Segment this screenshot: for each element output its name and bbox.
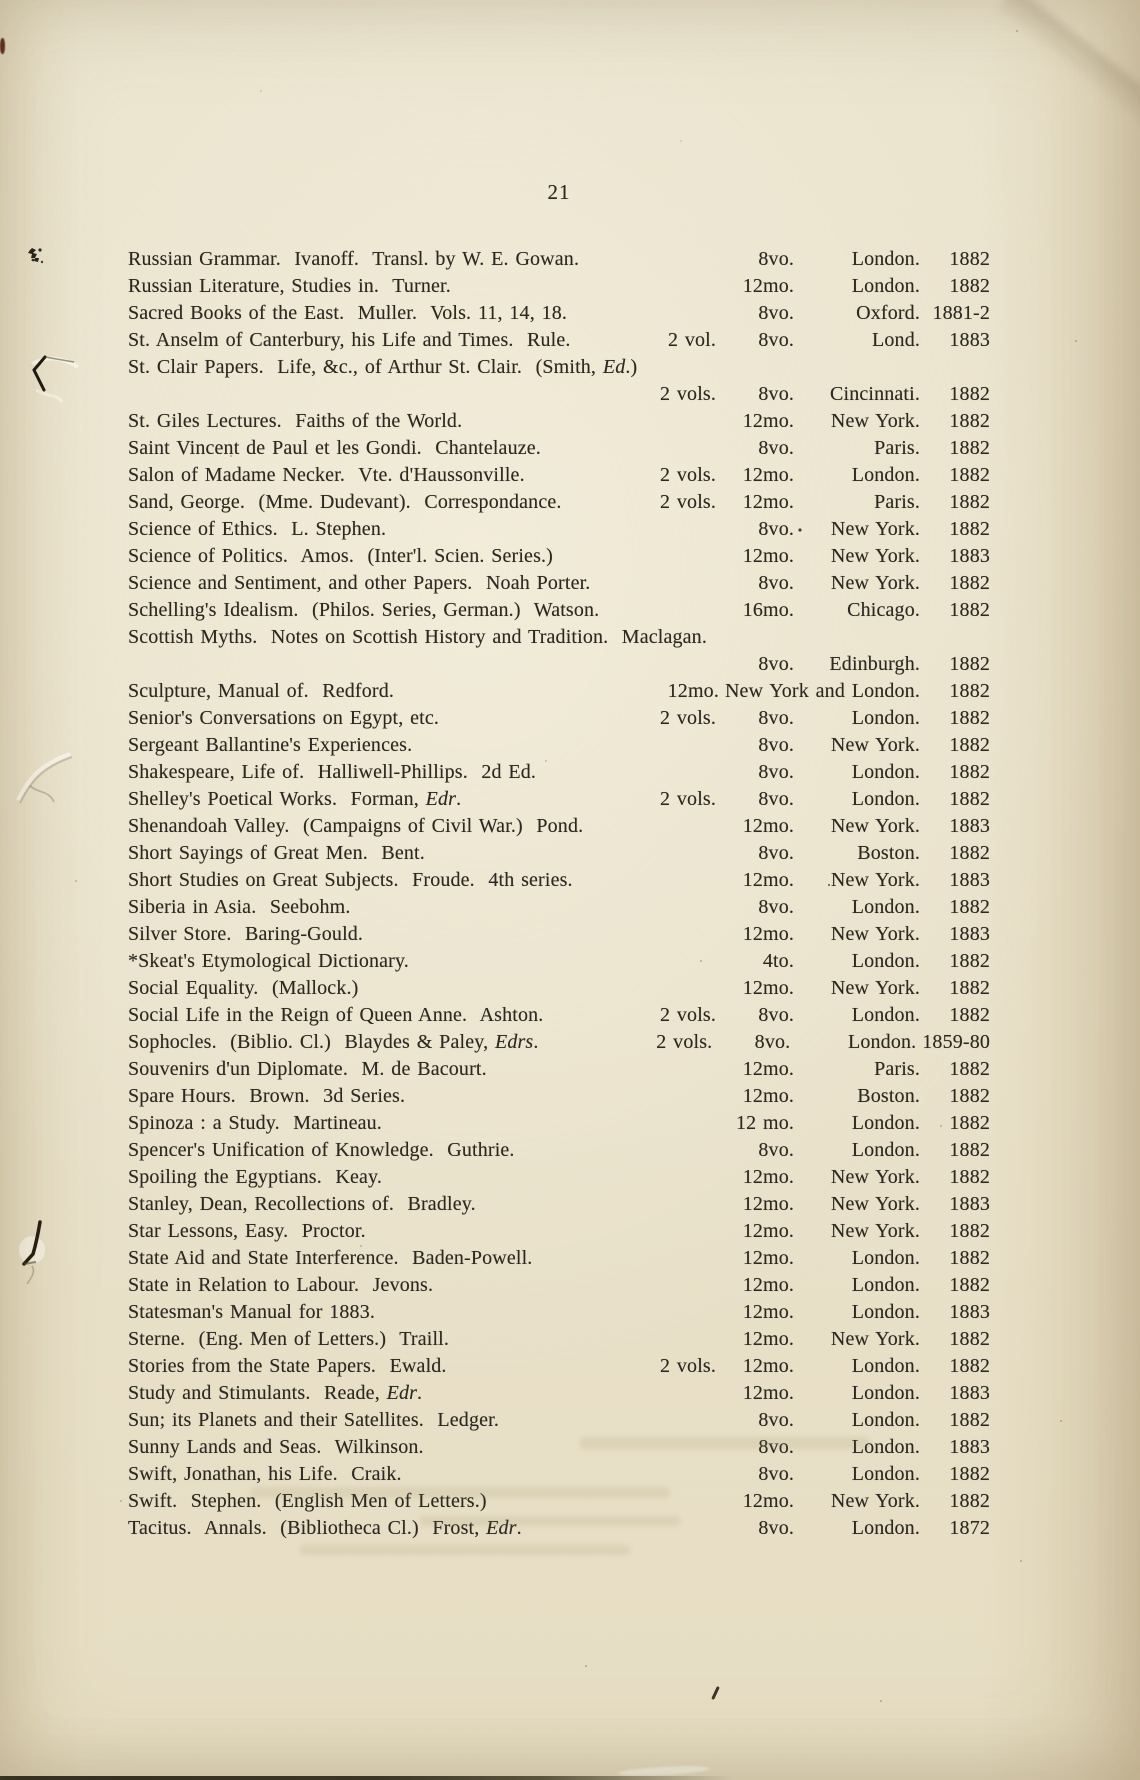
entry-year: 1882 [949,599,990,621]
entry-city: New York. [830,734,920,756]
entry-title: Short Studies on Great Subjects. Froude. 4th series. [128,869,573,891]
entry-city: New York. [830,977,920,999]
entry-city: Paris. [874,491,920,513]
entry-vols: 2 vols. [660,1355,716,1377]
entry-vols: 2 vols. [656,1031,713,1053]
entry-year: 1882 [949,491,990,513]
ink-blot-mark [26,245,50,267]
entry-city: New York. [830,1328,920,1350]
entry-year: 1882 [949,464,990,486]
entry-format: 16mo. [742,599,794,621]
entry-title: Swift, Jonathan, his Life. Craik. [128,1463,402,1485]
catalog-entry [128,1515,990,1542]
entry-city: London. [851,1517,920,1539]
entry-format: 12mo. [742,1247,794,1269]
corner-fold-shadow [993,0,1140,136]
entry-year: 1881-2 [932,302,990,324]
entry-format: 8vo. [758,734,794,756]
entry-title: Social Life in the Reign of Queen Anne. Ashton. [128,1004,544,1026]
catalog-entry [128,786,990,813]
catalog-entry [128,1272,990,1299]
entry-format: 12mo. [742,1490,794,1512]
entry-format: 8vo. [758,842,794,864]
entry-format: 8vo. [758,653,794,675]
entry-city: London. [851,1436,920,1458]
entry-city: New York. [830,1166,920,1188]
entry-title: Sculpture, Manual of. Redford. [128,680,394,702]
entry-year: 1872 [949,1517,990,1539]
entry-city: New York. [830,923,920,945]
entry-title: Tacitus. Annals. (Bibliotheca Cl.) Frost, Edr. [128,1517,522,1539]
entry-title: Siberia in Asia. Seebohm. [128,896,351,918]
entry-format: 12mo. [742,491,794,513]
entry-city: New York. [830,1220,920,1242]
catalog-entry [128,1164,990,1191]
entry-city: London. [851,1301,920,1323]
entry-title: Sterne. (Eng. Men of Letters.) Traill. [128,1328,450,1350]
entry-city: New York. [830,1193,920,1215]
slash-pen-mark [711,1686,720,1700]
entry-title: State in Relation to Labour. Jevons. [128,1274,434,1296]
catalog-entry [128,705,990,732]
entry-title: Spoiling the Egyptians. Keay. [128,1166,383,1188]
entry-year: 1882 [949,1220,990,1242]
catalog-entry [128,1461,990,1488]
catalog-entry [128,1029,990,1056]
entry-format: 8vo. [758,707,794,729]
entry-year: 1882 [949,1328,990,1350]
catalog-entry [128,381,990,408]
entry-city: London. [851,1247,920,1269]
entry-format: 8vo. [758,1436,794,1458]
entry-city: London. [848,1031,917,1053]
entry-format: 12mo. [742,923,794,945]
entry-format: 12mo. [742,1301,794,1323]
entry-year: 1859-80 [922,1031,990,1053]
entry-city: London. [851,1112,920,1134]
edge-stain [0,38,5,54]
catalog-entry [128,516,990,543]
entry-city: New York. [830,545,920,567]
catalog-entry [128,1245,990,1272]
entry-year: 1883 [949,329,990,351]
entry-format: 12mo. [742,1382,794,1404]
catalog-entry [128,354,990,381]
entry-city: New York. [830,410,920,432]
catalog-entry [128,1488,990,1515]
entry-format: 12mo. [742,1085,794,1107]
entry-city: Cincinnati. [830,383,920,405]
entry-format: 8vo. [758,896,794,918]
entry-year: 1883 [949,869,990,891]
entry-title: State Aid and State Interference. Baden-Powell. [128,1247,533,1269]
entry-year: 1883 [949,1382,990,1404]
catalog-entry [128,489,990,516]
entry-format: 8vo. [758,302,794,324]
entry-city: London. [851,1274,920,1296]
entry-title: *Skeat's Etymological Dictionary. [128,950,409,972]
entry-city: London. [851,788,920,810]
entry-city: Paris. [874,1058,920,1080]
catalog-entry [128,246,990,273]
entry-year: 1883 [949,545,990,567]
entry-city: London. [851,896,920,918]
paper-speckles [0,0,2,2]
catalog-entry [128,948,990,975]
catalog-entry [128,975,990,1002]
entry-city: London. [851,1004,920,1026]
entry-year: 1882 [949,1085,990,1107]
catalog-entry [128,273,990,300]
entry-year: 1882 [949,383,990,405]
entry-year: 1882 [949,842,990,864]
entry-title: Senior's Conversations on Egypt, etc. [128,707,440,729]
entry-title: Star Lessons, Easy. Proctor. [128,1220,366,1242]
entry-city: London. [851,1382,920,1404]
entry-title: St. Anselm of Canterbury, his Life and Times. Rule. [128,329,571,351]
entry-year: 1882 [949,1355,990,1377]
entry-city: Lond. [872,329,920,351]
entry-format: 8vo. [758,572,794,594]
entry-title: Short Sayings of Great Men. Bent. [128,842,425,864]
entry-title: Sacred Books of the East. Muller. Vols. 11, 14, 18. [128,302,568,324]
catalog-entry [128,570,990,597]
catalog-entry [128,1083,990,1110]
entry-format: 12mo. [667,680,719,702]
entry-year: 1883 [949,1436,990,1458]
entry-title: Spare Hours. Brown. 3d Series. [128,1085,406,1107]
entry-year: 1882 [949,950,990,972]
catalog-entry [128,1434,990,1461]
entry-title: Study and Stimulants. Reade, Edr. [128,1382,423,1404]
entry-format: 12mo. [742,545,794,567]
entry-format: 12mo. [742,1220,794,1242]
catalog-entry [128,1110,990,1137]
entry-city: Paris. [874,437,920,459]
entry-title: Swift. Stephen. (English Men of Letters.) [128,1490,487,1512]
entry-year: 1883 [949,815,990,837]
entry-city: Oxford. [856,302,920,324]
entry-format: 8vo. [758,383,794,405]
entry-format: 8vo. [758,1463,794,1485]
entry-format: 8vo. [758,518,794,540]
entry-title: St. Clair Papers. Life, &c., of Arthur St. Clair. (Smith, Ed.) [128,356,638,378]
entry-city: London. [851,1355,920,1377]
catalog-entry [128,759,990,786]
entry-year: 1882 [949,518,990,540]
entry-title: Silver Store. Baring-Gould. [128,923,364,945]
entry-city: London. [851,761,920,783]
catalog-entry [128,921,990,948]
catalog-entry [128,894,990,921]
entry-year: 1882 [949,410,990,432]
entry-year: 1882 [949,1247,990,1269]
entry-title: Sunny Lands and Seas. Wilkinson. [128,1436,424,1458]
entry-title: Shenandoah Valley. (Campaigns of Civil War.) Pond. [128,815,584,837]
entry-title: Spinoza : a Study. Martineau. [128,1112,382,1134]
entry-city: Edinburgh. [829,653,920,675]
catalog-entry [128,624,990,651]
entry-year: 1883 [949,1193,990,1215]
entry-city: London. [851,1409,920,1431]
entry-year: 1882 [949,1274,990,1296]
entry-title: Russian Literature, Studies in. Turner. [128,275,451,297]
entry-year: 1882 [949,653,990,675]
entry-format: 12 mo. [735,1112,794,1134]
entry-title: Schelling's Idealism. (Philos. Series, German.) Watson. [128,599,600,621]
entry-title: Souvenirs d'un Diplomate. M. de Bacourt. [128,1058,487,1080]
entry-format: 8vo. [758,1517,794,1539]
catalog-entry [128,435,990,462]
entry-format: 8vo. [754,1031,791,1053]
entry-title: Spencer's Unification of Knowledge. Guthrie. [128,1139,515,1161]
entry-title: Social Equality. (Mallock.) [128,977,359,999]
entry-year: 1882 [949,275,990,297]
entry-format: 12mo. [742,1274,794,1296]
entry-city: London. [851,707,920,729]
entry-city: New York. [830,1490,920,1512]
entry-city: New York. [830,815,920,837]
entry-format: 8vo. [758,761,794,783]
entry-format: 12mo. [742,464,794,486]
catalog-entry [128,1056,990,1083]
catalog-entry [128,732,990,759]
entry-city: New York. [830,518,920,540]
entry-year: 1882 [949,977,990,999]
entry-city: London. [851,950,920,972]
catalog-entry [128,678,990,705]
entry-vols: 2 vols. [660,788,716,810]
entry-city: London. [851,1139,920,1161]
entry-title: Shakespeare, Life of. Halliwell-Phillips. 2d Ed. [128,761,537,783]
entry-title: Science of Ethics. L. Stephen. [128,518,387,540]
catalog-entry [128,300,990,327]
entry-city: London. [851,1463,920,1485]
catalog-entry [128,867,990,894]
bottom-scan-edge [0,1776,940,1780]
entry-year: 1882 [949,572,990,594]
entry-year: 1882 [949,1490,990,1512]
entry-year: 1882 [949,761,990,783]
entry-format: 12mo. [742,815,794,837]
entry-year: 1882 [949,1004,990,1026]
entry-title: Sun; its Planets and their Satellites. Ledger. [128,1409,499,1431]
entry-format: 12mo. [742,410,794,432]
entry-year: 1882 [949,680,990,702]
entry-year: 1882 [949,1058,990,1080]
catalog-entry [128,1137,990,1164]
pen-check-mark [28,352,84,404]
paper-crease-mark [8,748,80,812]
entry-city: Boston. [857,1085,920,1107]
catalog-list [128,246,990,1542]
catalog-entry [128,597,990,624]
entry-title: Russian Grammar. Ivanoff. Transl. by W. E. Gowan. [128,248,580,270]
entry-vols: 2 vols. [660,383,716,405]
entry-title: Shelley's Poetical Works. Forman, Edr. [128,788,462,810]
entry-format: 8vo. [758,1004,794,1026]
entry-year: 1883 [949,923,990,945]
entry-format: 8vo. [758,437,794,459]
entry-vols: 2 vols. [660,707,716,729]
entry-city: Boston. [857,842,920,864]
entry-format: 12mo. [742,977,794,999]
entry-year: 1882 [949,788,990,810]
entry-year: 1882 [949,707,990,729]
entry-title: Science of Politics. Amos. (Inter'l. Scien. Series.) [128,545,553,567]
entry-title: Sophocles. (Biblio. Cl.) Blaydes & Paley, Edrs. [128,1031,539,1053]
entry-year: 1882 [949,1463,990,1485]
entry-title: Scottish Myths. Notes on Scottish History and Tradition. Maclagan. [128,626,707,648]
entry-format: 8vo. [758,248,794,270]
entry-vols: 2 vols. [660,491,716,513]
entry-city: New York. [830,572,920,594]
entry-title: Salon of Madame Necker. Vte. d'Haussonville. [128,464,525,486]
entry-vols: 2 vols. [660,464,716,486]
catalog-entry [128,1191,990,1218]
entry-year: 1882 [949,734,990,756]
entry-format: 12mo. [742,1355,794,1377]
catalog-entry [128,1353,990,1380]
catalog-entry [128,1326,990,1353]
catalog-entry [128,651,990,678]
entry-vols: 2 vols. [660,1004,716,1026]
entry-format: 8vo. [758,788,794,810]
entry-format: 12mo. [742,869,794,891]
page-number: 21 [547,180,571,204]
entry-format: 12mo. [742,1193,794,1215]
entry-year: 1882 [949,1166,990,1188]
entry-format: 12mo. [742,1166,794,1188]
catalog-entry [128,327,990,354]
catalog-entry [128,1299,990,1326]
entry-title: Sergeant Ballantine's Experiences. [128,734,413,756]
entry-year: 1883 [949,1301,990,1323]
entry-year: 1882 [949,1139,990,1161]
entry-city: London. [851,275,920,297]
ink-bleedthrough [300,1545,630,1555]
entry-format: 12mo. [742,275,794,297]
entry-title: St. Giles Lectures. Faiths of the World. [128,410,463,432]
catalog-entry [128,1407,990,1434]
entry-format: 4to. [762,950,794,972]
entry-year: 1882 [949,248,990,270]
catalog-entry [128,543,990,570]
entry-format: 8vo. [758,1139,794,1161]
entry-vols: 2 vol. [667,329,716,351]
entry-city: New York. [830,869,920,891]
entry-city: London. [851,248,920,270]
entry-title: Stories from the State Papers. Ewald. [128,1355,447,1377]
entry-year: 1882 [949,437,990,459]
catalog-entry [128,408,990,435]
entry-format: 8vo. [758,1409,794,1431]
entry-city: New York and London. [724,680,920,702]
entry-title: Statesman's Manual for 1883. [128,1301,376,1323]
bottom-edge-highlight [618,1765,710,1778]
entry-year: 1882 [949,1112,990,1134]
catalog-entry [128,1218,990,1245]
entry-format: 12mo. [742,1328,794,1350]
catalog-entry [128,1380,990,1407]
entry-city: Chicago. [847,599,920,621]
catalog-entry [128,1002,990,1029]
entry-year: 1882 [949,1409,990,1431]
catalog-entry [128,813,990,840]
catalog-entry [128,840,990,867]
entry-format: 12mo. [742,1058,794,1080]
entry-year: 1882 [949,896,990,918]
catalog-entry [128,462,990,489]
entry-title: Stanley, Dean, Recollections of. Bradley. [128,1193,476,1215]
entry-format: 8vo. [758,329,794,351]
entry-title: Saint Vincent de Paul et les Gondi. Chantelauze. [128,437,541,459]
entry-title: Sand, George. (Mme. Dudevant). Correspondance. [128,491,562,513]
entry-city: London. [851,464,920,486]
pen-stroke-mark [16,1214,60,1288]
entry-title: Science and Sentiment, and other Papers. Noah Porter. [128,572,591,594]
